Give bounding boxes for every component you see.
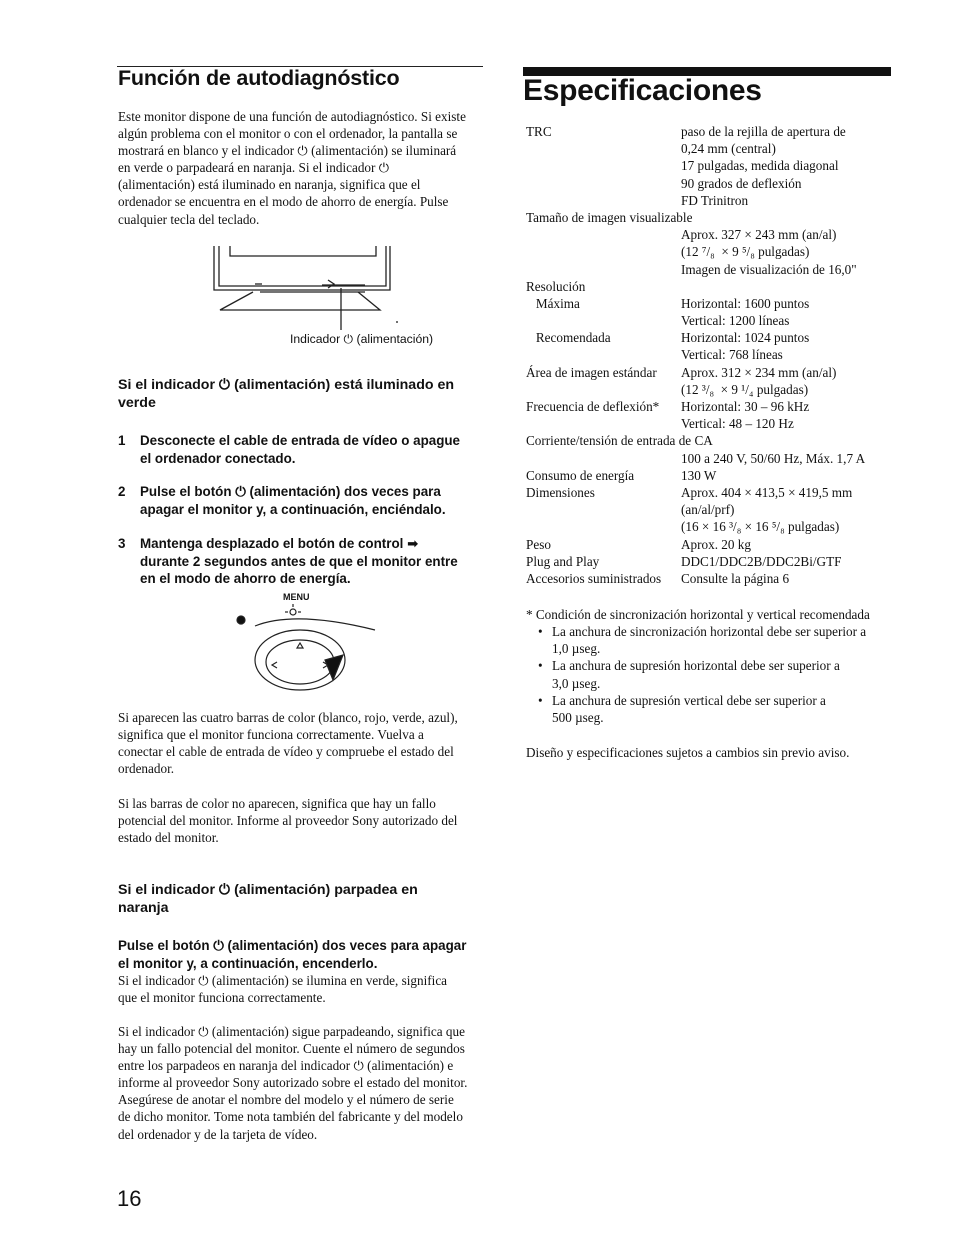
text-line: el monitor y, a continuación, encenderlo. <box>118 955 378 971</box>
spec-label: Dimensiones <box>526 484 595 500</box>
page-number: 16 <box>117 1186 142 1211</box>
spec-label: Recomendada <box>526 330 611 346</box>
spec-value: 0,24 mm (central) <box>681 141 776 157</box>
spec-row-line <box>526 346 906 363</box>
intro-paragraph <box>118 108 498 228</box>
step-number: 1 <box>118 433 126 448</box>
instruction-power-button <box>118 937 498 972</box>
spec-label: Accesorios suministrados <box>526 570 662 586</box>
spec-row-line <box>526 123 906 140</box>
spec-row-line <box>526 432 906 449</box>
spec-value: Vertical: 1200 líneas <box>681 313 790 329</box>
text-line: Este monitor dispone de una función de autodiagnóstico. Si existe <box>118 109 466 124</box>
spec-row-line <box>526 501 906 518</box>
spec-row-line <box>526 398 906 415</box>
spec-row-line <box>526 243 906 260</box>
spec-label: Área de imagen estándar <box>526 364 657 380</box>
text-line: Si las barras de color no aparecen, significa que hay un fallo <box>118 796 436 811</box>
text-line: en verde o parpadeará en naranja. Si el indicador ⏻ <box>118 160 390 176</box>
spec-label: TRC <box>526 124 552 139</box>
step-line: el ordenador conectado. <box>140 450 296 466</box>
spec-row-line <box>526 518 906 535</box>
spec-value: 130 W <box>681 467 717 483</box>
text-line: informe al proveedor Sony autorizado sobre el estado del monitor. <box>118 1075 468 1091</box>
control-button-illustration <box>225 600 385 695</box>
para-green <box>118 972 498 1006</box>
heading-line: Si el indicador ⏻ (alimentación) parpadea en <box>118 882 418 898</box>
text-line: cualquier tecla del teclado. <box>118 211 260 227</box>
heading-line: naranja <box>118 900 169 916</box>
heading-parpadea-naranja <box>118 881 498 917</box>
spec-label: Resolución <box>526 278 586 294</box>
spec-row-line <box>526 192 906 209</box>
spec-value: DDC1/DDC2B/DDC2Bi/GTF <box>681 553 842 569</box>
text-line: de dicho monitor. Tome nota también del fabricante y del modelo <box>118 1109 463 1125</box>
indicator-caption: Indicador ⏻ (alimentación) <box>290 332 434 346</box>
spec-value: (12 ³/₈ × 9 ¹/₄ pulgadas) <box>681 381 809 397</box>
spec-row-line <box>526 570 906 587</box>
spec-value: (an/al/prf) <box>681 502 735 518</box>
text-line: Si el indicador ⏻ (alimentación) sigue parpadeando, significa que <box>118 1024 465 1039</box>
para-color-bars <box>118 709 498 777</box>
para-no-bars <box>118 795 498 846</box>
para-blink <box>118 1023 498 1143</box>
step-2 <box>118 483 498 523</box>
step-line: en el modo de ahorro de energía. <box>140 571 351 587</box>
text-line: 1,0 µseg. <box>552 641 601 657</box>
monitor-front-illustration <box>200 240 410 340</box>
spec-value: 90 grados de deflexión <box>681 175 802 191</box>
text-line: conectar el cable de entrada de vídeo y compruebe el estado del <box>118 744 454 760</box>
spec-value: 100 a 240 V, 50/60 Hz, Máx. 1,7 A <box>681 450 866 466</box>
spec-value: Vertical: 768 líneas <box>681 347 783 363</box>
closing-note: Diseño y especificaciones sujetos a cambios sin previo aviso. <box>526 745 850 760</box>
bullet-item: • La anchura de supresión vertical debe ser superior a 500 µseg. <box>538 692 898 726</box>
heading-line: verde <box>118 395 156 411</box>
spec-value: Aprox. 404 × 413,5 × 419,5 mm <box>681 484 853 500</box>
spec-value: FD Trinitron <box>681 192 749 208</box>
spec-label: Frecuencia de deflexión* <box>526 399 660 414</box>
spec-value: 17 pulgadas, medida diagonal <box>681 158 839 174</box>
text-line: Si aparecen las cuatro barras de color (blanco, rojo, verde, azul), <box>118 710 458 725</box>
bullet-item: • La anchura de sincronización horizontal debe ser superior a 1,0 µseg. <box>538 623 898 657</box>
step-line: durante 2 segundos antes de que el monitor entre <box>140 553 458 569</box>
spec-label: Tamaño de imagen visualizable <box>526 209 693 225</box>
text-line: potencial del monitor. Informe al proveedor Sony autorizado del <box>118 813 458 829</box>
spec-row-line <box>526 450 906 467</box>
spec-value: Horizontal: 1600 puntos <box>681 295 810 311</box>
spec-row-line <box>526 553 906 570</box>
text-line: La anchura de supresión vertical debe ser superior a <box>552 692 826 708</box>
spec-row-line <box>526 175 906 192</box>
step-1 <box>118 432 498 472</box>
text-line: ordenador se encuentra en el modo de ahorro de energía. Pulse <box>118 194 449 210</box>
text-line: ordenador. <box>118 761 175 777</box>
step-line: apagar el monitor y, a continuación, enciéndalo. <box>140 501 446 517</box>
spec-value: Aprox. 327 × 243 mm (an/al) <box>681 227 837 243</box>
spec-row-line <box>526 364 906 381</box>
bullet-item: • La anchura de supresión horizontal debe ser superior a 3,0 µseg. <box>538 657 898 691</box>
spec-row-line <box>526 140 906 157</box>
text-line: hay un fallo potencial del monitor. Cuente el número de segundos <box>118 1041 465 1057</box>
text-line: La anchura de supresión horizontal debe ser superior a <box>552 658 840 674</box>
spec-row-line <box>526 484 906 501</box>
spec-label: Máxima <box>526 295 580 311</box>
text-line: que el monitor funciona correctamente. <box>118 990 326 1006</box>
spec-table <box>526 123 906 587</box>
text-line: La anchura de sincronización horizontal debe ser superior a <box>552 624 867 639</box>
footnote: * Condición de sincronización horizontal y vertical recomendada <box>526 607 870 622</box>
text-line: Pulse el botón ⏻ (alimentación) dos veces para apagar <box>118 938 467 953</box>
text-line: 3,0 µseg. <box>552 675 601 691</box>
step-line: Mantenga desplazado el botón de control ➡ <box>140 536 419 551</box>
spec-row-line <box>526 415 906 432</box>
spec-label: Peso <box>526 536 551 552</box>
bullet-list <box>538 623 898 726</box>
heading-line: Si el indicador ⏻ (alimentación) está iluminado en <box>118 377 455 393</box>
page-title-especificaciones: Especificaciones <box>523 74 762 107</box>
spec-row-line <box>526 209 906 226</box>
spec-row-line <box>526 312 906 329</box>
text-line: Asegúrese de anotar el nombre del modelo y el número de serie <box>118 1092 454 1108</box>
spec-row-line <box>526 536 906 553</box>
step-line: Pulse el botón ⏻ (alimentación) dos veces para <box>140 484 441 499</box>
spec-value: Consulte la página 6 <box>681 570 790 586</box>
spec-value: paso de la rejilla de apertura de <box>681 124 846 139</box>
spec-row-line <box>526 261 906 278</box>
text-line: estado del monitor. <box>118 830 219 846</box>
text-line: del ordenador y de la tarjeta de vídeo. <box>118 1126 318 1142</box>
text-line: entre los parpadeos en naranja del indicador ⏻ (alimentación) e <box>118 1058 454 1074</box>
spec-value: (16 × 16 ³/₈ × 16 ⁵/₈ pulgadas) <box>681 519 840 535</box>
spec-row-line <box>526 278 906 295</box>
text-line: (alimentación) está iluminado en naranja, significa que el <box>118 177 421 193</box>
page-title-autodiagnostico: Función de autodiagnóstico <box>118 66 400 90</box>
step-3 <box>118 535 498 595</box>
step-number: 3 <box>118 536 126 551</box>
text-line: algún problema con el monitor o con el ordenador, la pantalla se <box>118 126 458 142</box>
spec-value: Aprox. 312 × 234 mm (an/al) <box>681 364 837 380</box>
step-number: 2 <box>118 484 126 499</box>
spec-row-line <box>526 295 906 312</box>
step-line: Desconecte el cable de entrada de vídeo o apague <box>140 433 461 448</box>
spec-value: (12 ⁷/₈ × 9 ⁵/₈ pulgadas) <box>681 244 810 260</box>
text-line: mostrará en blanco y el indicador ⏻ (alimentación) se iluminará <box>118 143 457 159</box>
spec-row-line <box>526 226 906 243</box>
text-line: Si el indicador ⏻ (alimentación) se ilumina en verde, significa <box>118 973 448 988</box>
spec-row-line <box>526 157 906 174</box>
spec-row-line <box>526 381 906 398</box>
spec-label: Plug and Play <box>526 553 600 569</box>
spec-value: Vertical: 48 – 120 Hz <box>681 416 794 432</box>
menu-label: MENU <box>283 592 310 602</box>
spec-value: Horizontal: 30 – 96 kHz <box>681 399 810 414</box>
spec-value: Imagen de visualización de 16,0" <box>681 261 857 277</box>
spec-label: Consumo de energía <box>526 467 635 483</box>
spec-row-line <box>526 329 906 346</box>
spec-value: Horizontal: 1024 puntos <box>681 330 810 346</box>
text-line: significa que el monitor funciona correctamente. Vuelva a <box>118 727 424 743</box>
spec-value: Aprox. 20 kg <box>681 536 751 552</box>
spec-row-line <box>526 467 906 484</box>
text-line: 500 µseg. <box>552 710 604 726</box>
heading-iluminado-verde <box>118 376 498 412</box>
spec-label: Corriente/tensión de entrada de CA <box>526 433 713 449</box>
